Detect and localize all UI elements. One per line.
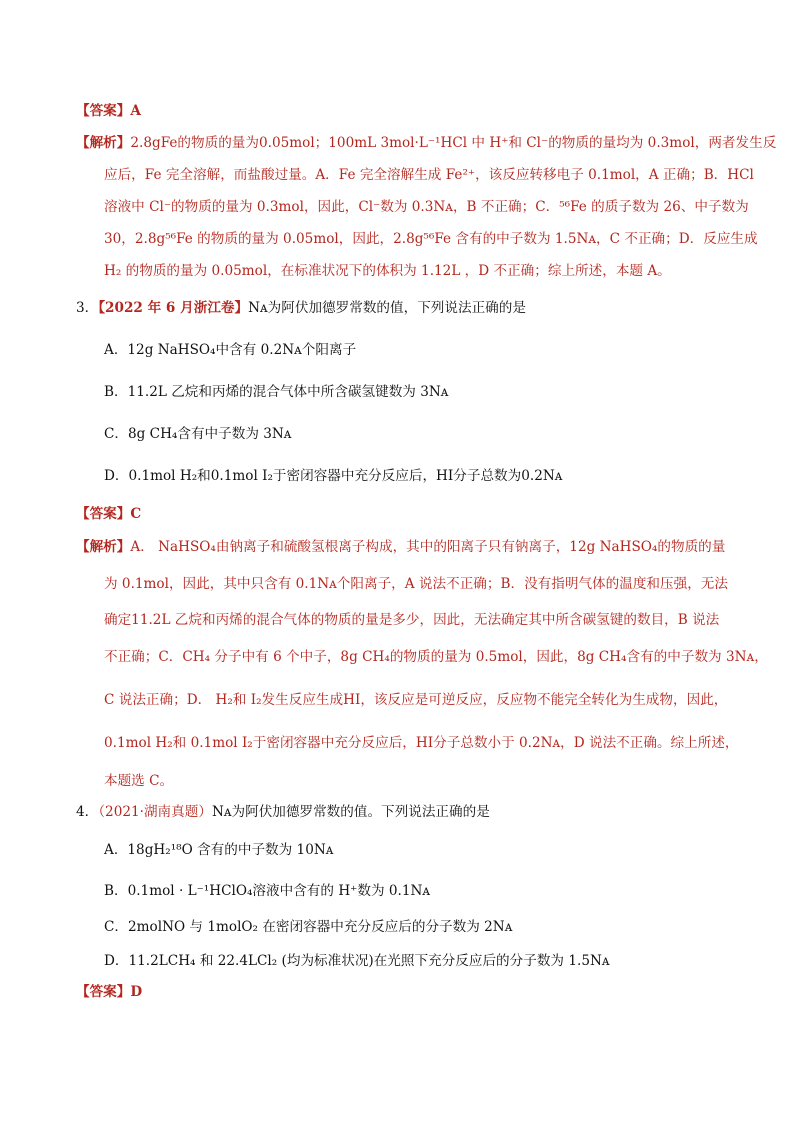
q4-option-d: D．11.2LCH₄ 和 22.4LCl₂ (均为标准状况)在光照下充分反应后的分子数为 1.5Nᴀ	[104, 953, 610, 969]
q4-option-b: B．0.1mol · L⁻¹HClO₄溶液中含有的 H⁺数为 0.1Nᴀ	[104, 883, 431, 899]
q3-analysis-line-6: 0.1mol H₂和 0.1mol I₂于密闭容器中充分反应后，HI分子总数小于 0.2Nᴀ，D 说法不正确。综上所述，	[104, 735, 739, 751]
question-number: 3．	[76, 300, 99, 316]
q3-option-a: A．12g NaHSO₄中含有 0.2Nᴀ个阳离子	[104, 342, 357, 358]
q2-analysis-line-5: H₂ 的物质的量为 0.05mol，在标准状况下的体积为 1.12L ，D 不正确；综上所述，本题 A。	[104, 263, 671, 279]
analysis-text: 2.8gFe的物质的量为0.05mol；100mL 3mol·L⁻¹HCl 中 H⁺和 Cl⁻的物质的量均为 0.3mol，两者发生反	[130, 135, 777, 151]
q2-analysis-line-4: 30，2.8g⁵⁶Fe 的物质的量为 0.05mol，因此，2.8g⁵⁶Fe 含有的中子数为 1.5Nᴀ，C 不正确；D．反应生成	[104, 231, 758, 247]
question-source: （2021·湖南真题）	[98, 804, 212, 820]
question-number: 4．	[76, 804, 99, 820]
answer-label: 【答案】	[76, 506, 131, 522]
q3-analysis-line-2: 为 0.1mol，因此，其中只含有 0.1Nᴀ个阳离子，A 说法不正确；B．没有指明气体的温度和压强，无法	[104, 576, 728, 592]
answer-label: 【答案】	[76, 984, 131, 1000]
analysis-label: 【解析】	[76, 539, 131, 555]
q4-option-a: A．18gH₂¹⁸O 含有的中子数为 10Nᴀ	[104, 842, 334, 858]
answer-value: D	[130, 984, 143, 1000]
q3-option-b: B．11.2L 乙烷和丙烯的混合气体中所含碳氢键数为 3Nᴀ	[104, 384, 449, 400]
answer-label: 【答案】	[76, 103, 131, 119]
analysis-text: A． NaHSO₄由钠离子和硫酸氢根离子构成，其中的阳离子只有钠离子，12g NaHSO₄的物质的量	[130, 539, 726, 555]
q2-analysis-line-3: 溶液中 Cl⁻的物质的量为 0.3mol，因此，Cl⁻数为 0.3Nᴀ，B 不正确；C．⁵⁶Fe 的质子数为 26、中子数为	[104, 199, 749, 215]
analysis-label: 【解析】	[76, 135, 131, 151]
q3-analysis-line-1	[76, 538, 725, 556]
q3-analysis-line-4: 不正确；C．CH₄ 分子中有 6 个中子，8g CH₄的物质的量为 0.5mol，因此，8g CH₄含有的中子数为 3Nᴀ，	[104, 649, 768, 665]
q2-answer	[76, 102, 141, 120]
q3-answer	[76, 505, 141, 523]
q3-option-c: C．8g CH₄含有中子数为 3Nᴀ	[104, 426, 292, 442]
question-text: Nᴀ为阿伏加德罗常数的值，下列说法正确的是	[248, 300, 526, 316]
q2-analysis-line-1	[76, 134, 776, 152]
q3-analysis-line-5: C 说法正确；D． H₂和 I₂发生反应生成HI，该反应是可逆反应，反应物不能完全转化为生成物，因此，	[104, 692, 728, 708]
q4-stem	[76, 803, 490, 821]
question-text: Nᴀ为阿伏加德罗常数的值。下列说法正确的是	[211, 804, 490, 820]
q3-analysis-line-3: 确定11.2L 乙烷和丙烯的混合气体的物质的量是多少，因此，无法确定其中所含碳氢键的数目，B 说法	[104, 612, 720, 628]
answer-value: C	[130, 506, 142, 522]
q4-option-c: C．2molNO 与 1molO₂ 在密闭容器中充分反应后的分子数为 2Nᴀ	[104, 919, 513, 935]
question-source: 【2022 年 6 月浙江卷】	[98, 300, 249, 316]
q3-stem	[76, 299, 526, 317]
answer-value: A	[130, 103, 141, 119]
q2-analysis-line-2: 应后，Fe 完全溶解，而盐酸过量。A．Fe 完全溶解生成 Fe²⁺，该反应转移电子 0.1mol，A 正确；B．HCl	[104, 167, 754, 183]
q4-answer	[76, 983, 142, 1001]
q3-analysis-line-7: 本题选 C。	[104, 773, 174, 789]
q3-option-d: D．0.1mol H₂和0.1mol I₂于密闭容器中充分反应后，HI分子总数为0.2Nᴀ	[104, 468, 563, 484]
